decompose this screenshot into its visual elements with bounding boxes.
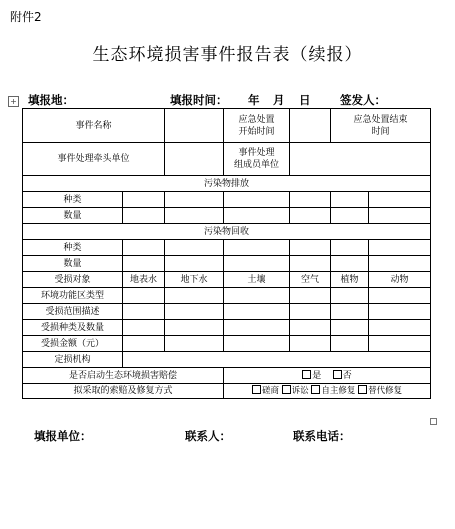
yes-checkbox[interactable] bbox=[302, 370, 311, 379]
response-start-value[interactable] bbox=[290, 109, 331, 143]
table-row bbox=[23, 143, 431, 176]
no-label: 否 bbox=[342, 370, 352, 381]
litigation-checkbox[interactable] bbox=[282, 385, 291, 394]
damage-amount-label: 受损金额（元） bbox=[23, 336, 123, 352]
member-unit-line1: 事件处理 bbox=[238, 148, 275, 158]
response-end-line2: 时间 bbox=[371, 126, 390, 137]
member-unit-value[interactable] bbox=[290, 143, 431, 176]
compensation-question-label: 是否启动生态环境损害赔偿 bbox=[23, 368, 224, 384]
method-options bbox=[224, 384, 431, 399]
member-unit-label bbox=[224, 143, 290, 176]
response-end-line1: 应急处置结束 bbox=[353, 114, 408, 125]
phone-label: 联系电话： bbox=[293, 429, 351, 443]
assessment-org-value[interactable] bbox=[123, 352, 431, 368]
self-repair-label: 自主修复 bbox=[321, 386, 356, 396]
attachment-label: 附件2 bbox=[10, 10, 42, 24]
self-repair-checkbox[interactable] bbox=[311, 385, 320, 394]
page-title: 生态环境损害事件报告表（续报） bbox=[92, 45, 363, 65]
emission-quantity-label: 数量 bbox=[23, 208, 123, 224]
month-label: 月 bbox=[273, 93, 285, 107]
table-row bbox=[23, 384, 431, 399]
table-row bbox=[23, 272, 431, 288]
event-name-value[interactable] bbox=[165, 109, 224, 143]
table-move-handle-icon[interactable]: + bbox=[8, 96, 19, 107]
report-time-label: 填报时间： bbox=[170, 93, 228, 107]
recovery-quantity-label: 数量 bbox=[23, 256, 123, 272]
object-animals: 动物 bbox=[369, 272, 431, 288]
assessment-org-label: 定损机构 bbox=[23, 352, 123, 368]
emission-section-header: 污染物排放 bbox=[23, 176, 431, 192]
substitute-repair-checkbox[interactable] bbox=[358, 385, 367, 394]
year-label: 年 bbox=[248, 93, 260, 107]
litigation-label: 诉讼 bbox=[291, 386, 309, 396]
report-table bbox=[22, 108, 431, 399]
table-row bbox=[23, 304, 431, 320]
lead-unit-label: 事件处理牵头单位 bbox=[23, 143, 165, 176]
function-zone-label: 环境功能区类型 bbox=[23, 288, 123, 304]
response-start-label bbox=[224, 109, 290, 143]
damaged-object-label: 受损对象 bbox=[23, 272, 123, 288]
signer-label: 签发人： bbox=[340, 93, 386, 107]
yes-label: 是 bbox=[312, 370, 322, 381]
response-start-line2: 开始时间 bbox=[238, 126, 275, 137]
object-groundwater: 地下水 bbox=[165, 272, 224, 288]
table-row bbox=[23, 256, 431, 272]
object-air: 空气 bbox=[290, 272, 331, 288]
table-row bbox=[23, 192, 431, 208]
member-unit-line2: 组成员单位 bbox=[234, 160, 280, 170]
table-row bbox=[23, 352, 431, 368]
table-row bbox=[23, 224, 431, 240]
emission-kind-label: 种类 bbox=[23, 192, 123, 208]
table-row bbox=[23, 320, 431, 336]
table-row bbox=[23, 109, 431, 143]
object-surface-water: 地表水 bbox=[123, 272, 165, 288]
table-row bbox=[23, 208, 431, 224]
table-row bbox=[23, 336, 431, 352]
recovery-kind-label: 种类 bbox=[23, 240, 123, 256]
no-checkbox[interactable] bbox=[333, 370, 342, 379]
response-start-line1: 应急处置 bbox=[238, 114, 275, 125]
damage-kind-quantity-label: 受损种类及数量 bbox=[23, 320, 123, 336]
object-soil: 土壤 bbox=[224, 272, 290, 288]
consultation-checkbox[interactable] bbox=[252, 385, 261, 394]
method-label: 拟采取的索赔及修复方式 bbox=[23, 384, 224, 399]
table-row bbox=[23, 368, 431, 384]
table-resize-handle[interactable] bbox=[430, 418, 437, 425]
lead-unit-value[interactable] bbox=[165, 143, 224, 176]
table-row bbox=[23, 240, 431, 256]
event-name-label: 事件名称 bbox=[23, 109, 165, 143]
report-place-label: 填报地： bbox=[28, 93, 74, 107]
table-row bbox=[23, 288, 431, 304]
object-plants: 植物 bbox=[331, 272, 369, 288]
report-unit-label: 填报单位： bbox=[34, 429, 92, 443]
table-row bbox=[23, 176, 431, 192]
contact-label: 联系人： bbox=[185, 429, 231, 443]
recovery-section-header: 污染物回收 bbox=[23, 224, 431, 240]
compensation-options bbox=[224, 368, 431, 384]
damage-scope-label: 受损范围描述 bbox=[23, 304, 123, 320]
day-label: 日 bbox=[299, 93, 311, 107]
consultation-label: 磋商 bbox=[261, 386, 279, 396]
response-end-label bbox=[331, 109, 431, 143]
substitute-repair-label: 替代修复 bbox=[368, 386, 403, 396]
